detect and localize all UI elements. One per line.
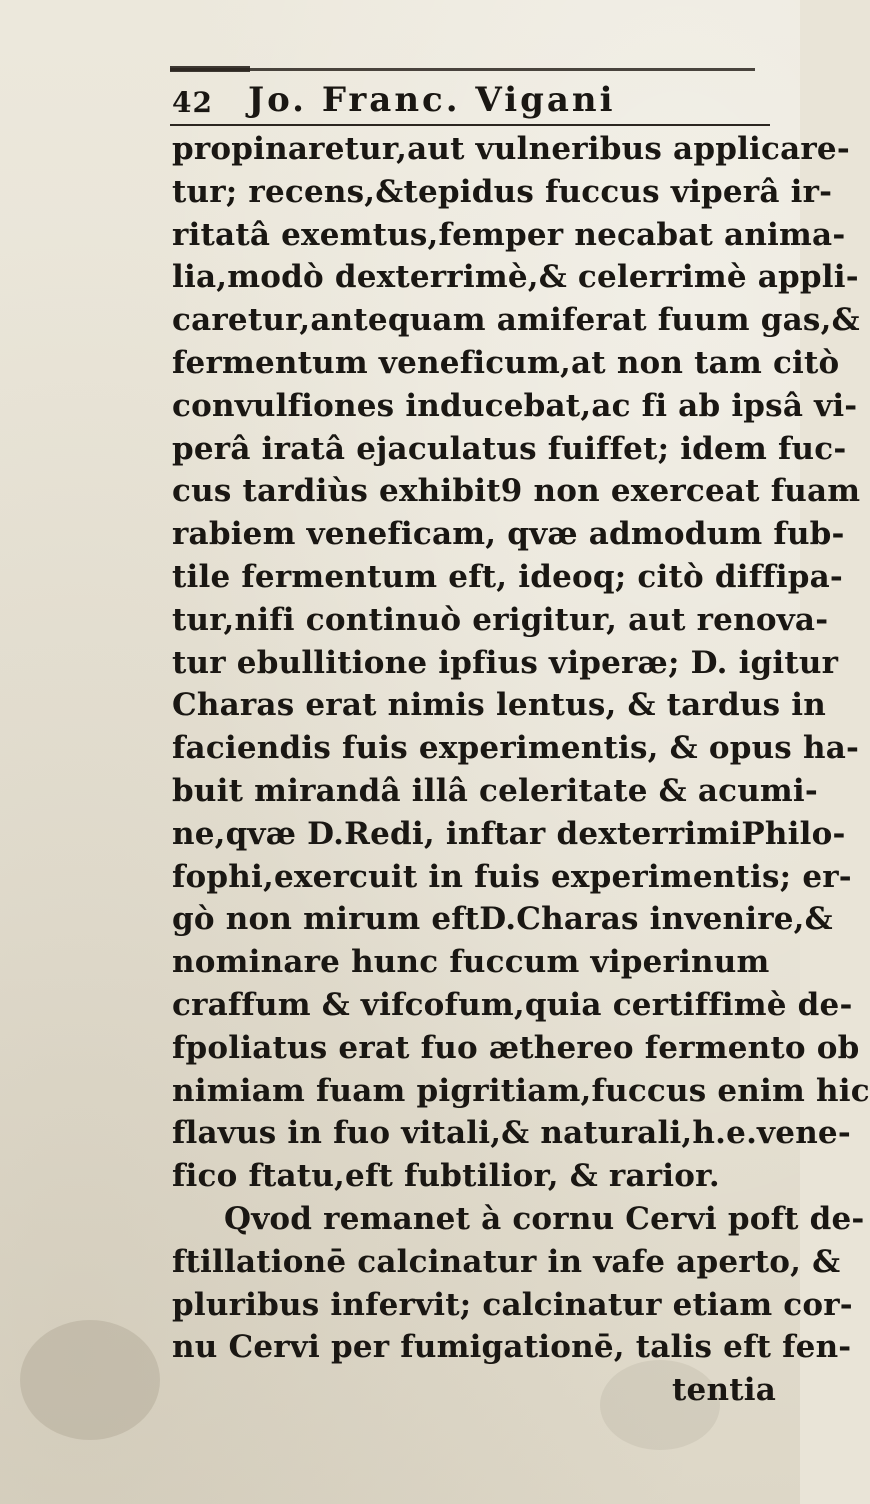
page-header <box>170 80 770 124</box>
text-line: fico ftatu,eft fubtilior, & rarior. <box>172 1158 720 1195</box>
text-line: buit mirandâ illâ celeritate & acumi- <box>172 772 818 809</box>
text-line: tur,nifi continuò erigitur, aut renova- <box>172 601 829 638</box>
text-line: nominare hunc fuccum viperinum <box>172 944 770 981</box>
text-line: rabiem veneficam, qvæ admodum fub- <box>172 516 845 553</box>
text-line: convulfiones inducebat,ac fi ab ipsâ vi- <box>172 387 858 424</box>
header-rule <box>170 68 755 71</box>
text-line: craffum & vifcofum,quia certiffimè de- <box>172 986 853 1023</box>
body-text <box>172 128 870 1412</box>
text-line: cus tardiùs exhibit9 non exerceat fuam <box>172 473 861 510</box>
text-line: flavus in fuo vitali,& naturali,h.e.vene- <box>172 1115 851 1152</box>
text-line: perâ iratâ ejaculatus fuiffet; idem fuc- <box>172 430 847 467</box>
text-line: lia,modò dexterrimè,& celerrimè appli- <box>172 259 859 296</box>
text-line: caretur,antequam amiferat fuum gas,& <box>172 302 860 339</box>
text-line: fpoliatus erat fuo æthereo fermento ob <box>172 1029 860 1066</box>
text-line: pluribus infervit; calcinatur etiam cor- <box>172 1286 853 1323</box>
text-line: tur; recens,&tepidus fuccus viperâ ir- <box>172 173 833 210</box>
text-line: gò non mirum eftD.Charas invenire,& <box>172 901 833 938</box>
page-number: 42 <box>172 86 213 119</box>
text-line: tile fermentum eft, ideoq; citò diffipa- <box>172 558 843 595</box>
text-line: tur ebullitione ipfius viperæ; D. igitur <box>172 644 839 681</box>
text-line: Charas erat nimis lentus, & tardus in <box>172 687 826 724</box>
text-line: ftillationē calcinatur in vafe aperto, & <box>172 1243 841 1280</box>
running-head: Jo. Franc. Vigani <box>248 80 616 120</box>
page-stain <box>20 1320 160 1440</box>
text-line: Qvod remanet à cornu Cervi poft de- <box>224 1200 865 1237</box>
header-underline <box>170 124 770 126</box>
text-line: faciendis fuis experimentis, & opus ha- <box>172 730 860 767</box>
text-line: ritatâ exemtus,femper necabat anima- <box>172 216 846 253</box>
text-line: fophi,exercuit in fuis experimentis; er- <box>172 858 852 895</box>
text-line: nimiam fuam pigritiam,fuccus enim hic <box>172 1072 870 1109</box>
text-line: nu Cervi per fumigationē, talis eft fen- <box>172 1329 852 1366</box>
catchword: tentia <box>672 1372 776 1409</box>
text-line: fermentum veneficum,at non tam citò <box>172 344 840 381</box>
text-line: propinaretur,aut vulneribus applicare- <box>172 131 850 167</box>
text-line: ne,qvæ D.Redi, inftar dexterrimiPhilo- <box>172 815 846 852</box>
